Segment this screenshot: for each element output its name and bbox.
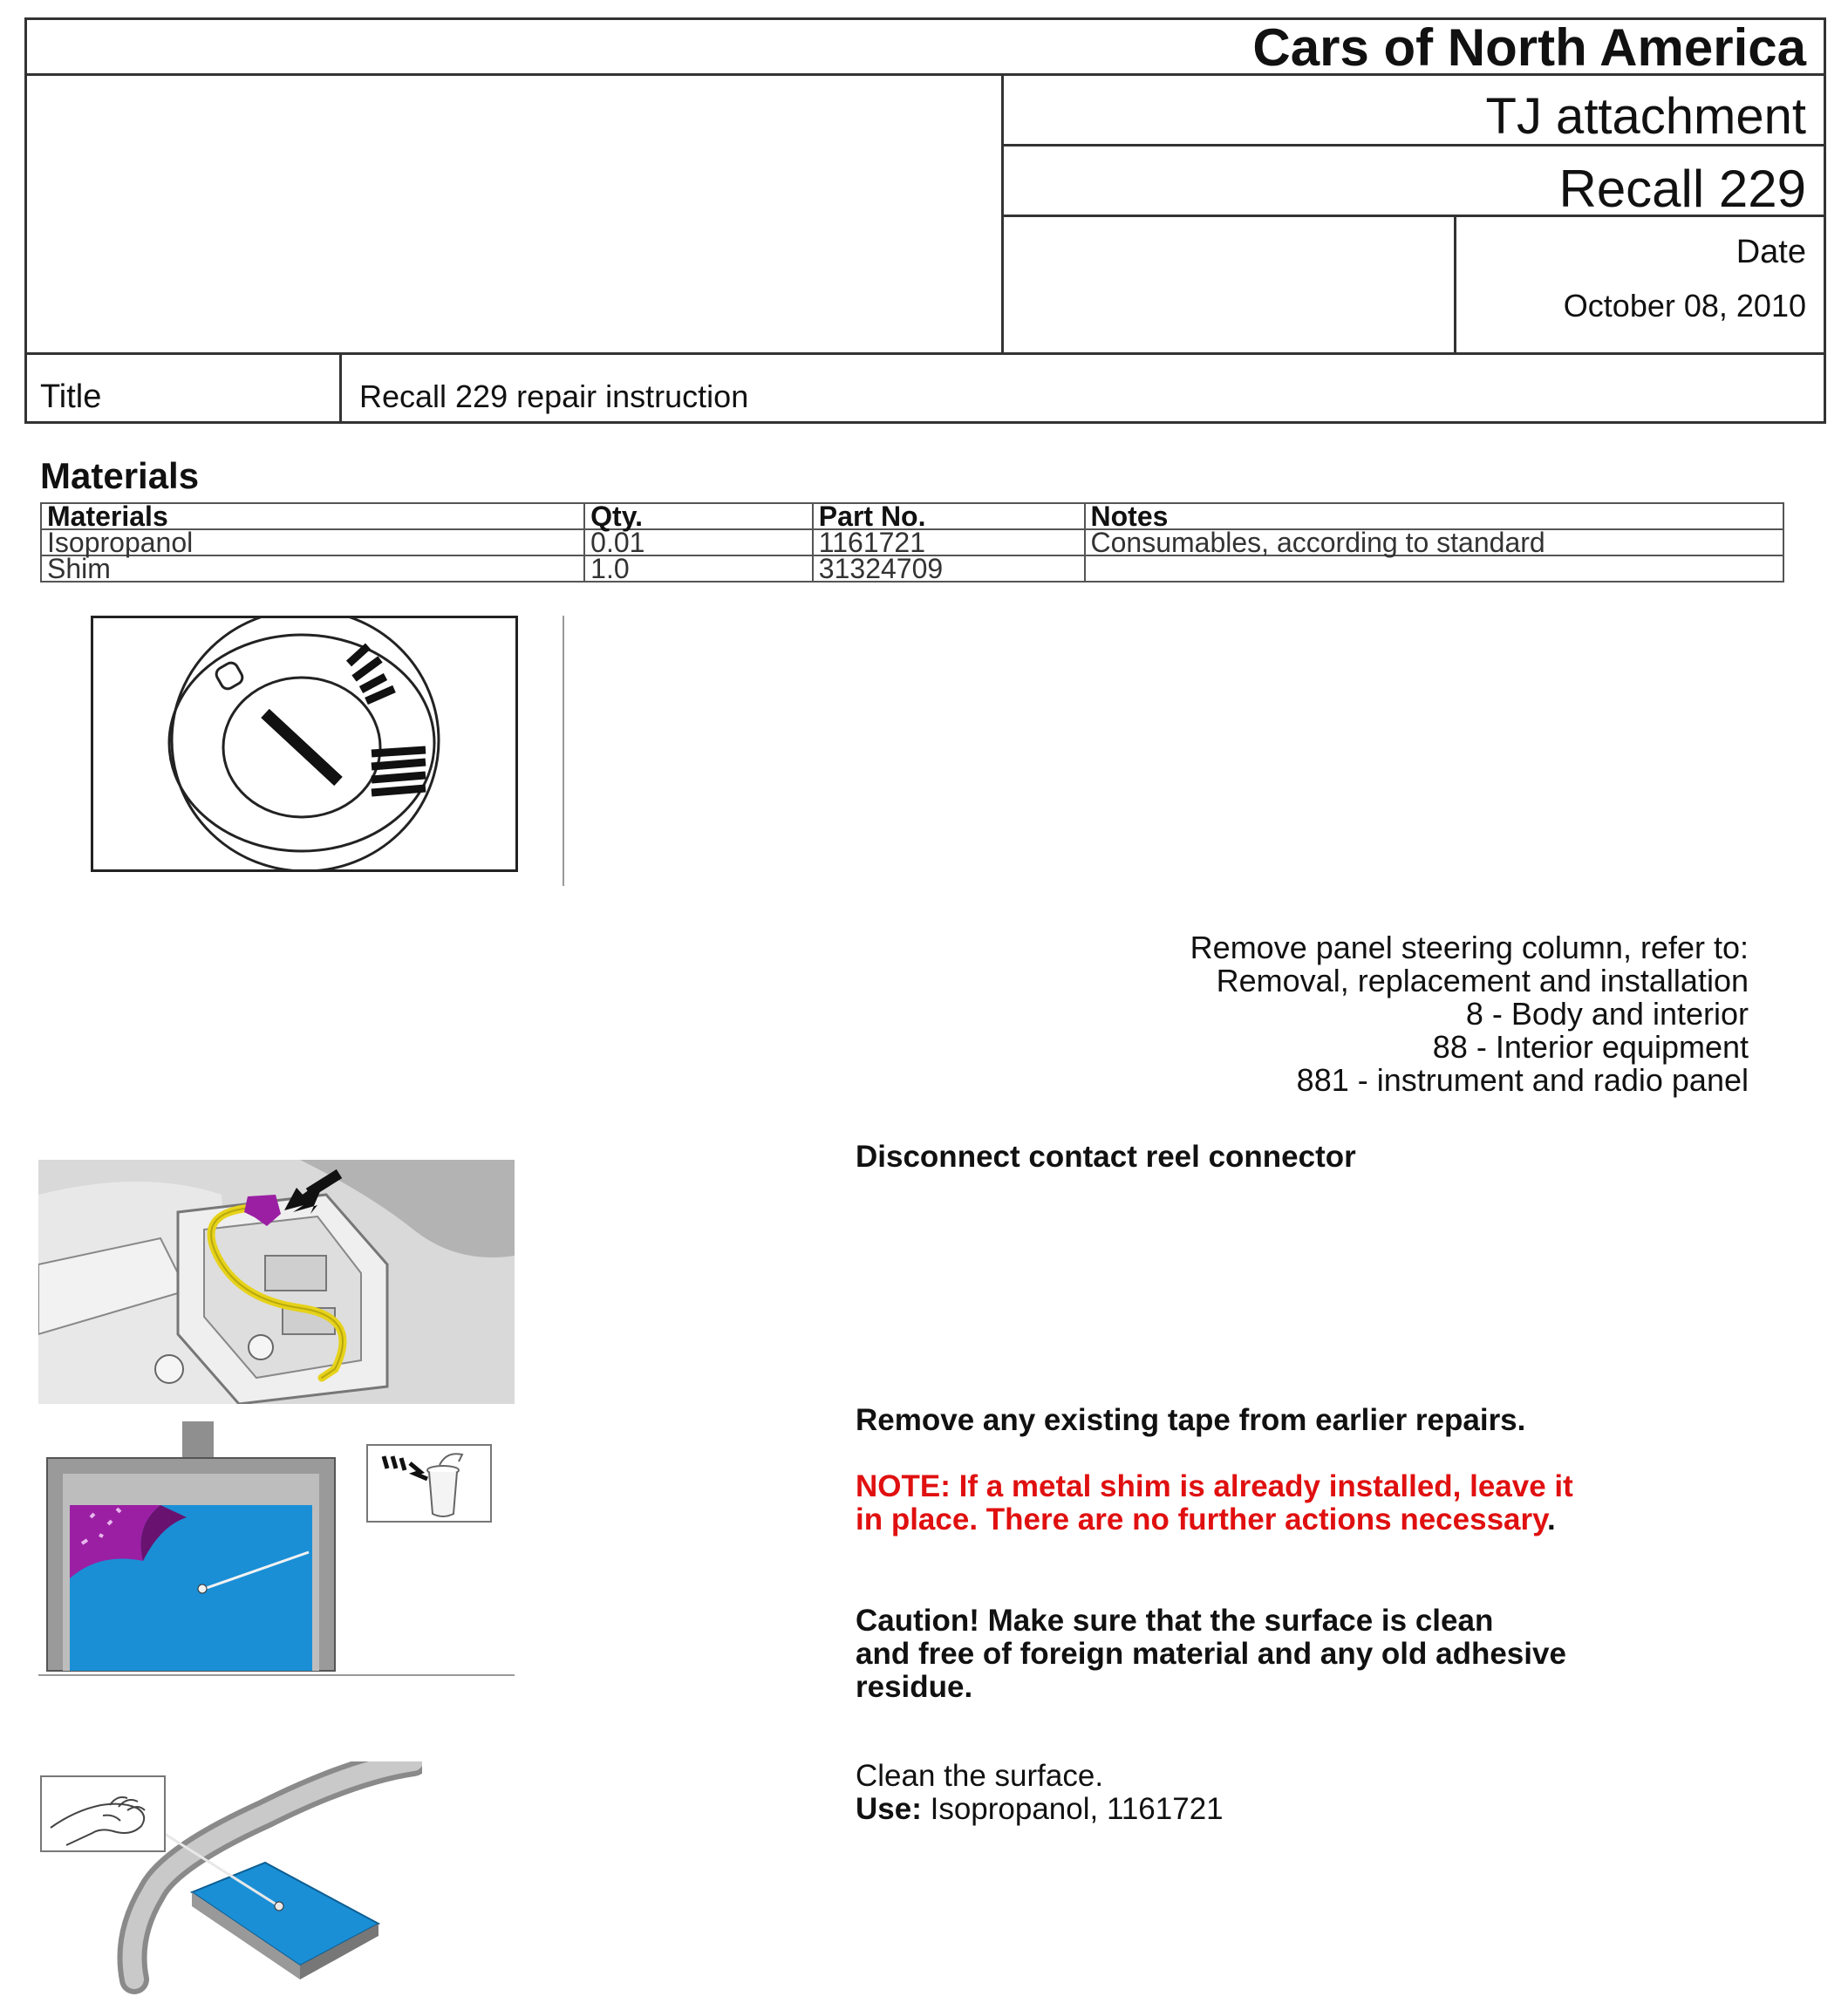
table-row: [41, 555, 1783, 582]
column-header: Qty.: [584, 503, 813, 529]
header-vdivider: [1454, 215, 1456, 355]
title-vdivider: [339, 352, 342, 424]
note-line: NOTE: If a metal shim is already installed, leave it: [856, 1469, 1573, 1503]
note-warning: [856, 1470, 1573, 1536]
clean-line: Clean the surface.: [856, 1759, 1104, 1793]
table-cell: Shim: [41, 555, 584, 582]
materials-table: [40, 502, 1784, 583]
reference-line: 8 - Body and interior: [1465, 996, 1749, 1032]
column-divider: [563, 616, 564, 886]
recall-number: Recall 229: [1558, 160, 1806, 218]
materials-heading: Materials: [40, 455, 200, 496]
reference-line: Remove panel steering column, refer to:: [1190, 930, 1749, 965]
caution-text: [856, 1605, 1566, 1704]
column-header: Part No.: [813, 503, 1085, 529]
ignition-switch-diagram: [91, 616, 518, 872]
document-type: TJ attachment: [1485, 88, 1806, 145]
note-period: .: [1547, 1502, 1556, 1536]
note-line: in place. There are no further actions necessary: [856, 1502, 1547, 1536]
reference-block: [1190, 931, 1749, 1097]
reference-line: 88 - Interior equipment: [1432, 1029, 1749, 1065]
column-header: Notes: [1085, 503, 1784, 529]
use-value: Isopropanol, 1161721: [921, 1792, 1224, 1826]
header-box: [24, 17, 1826, 424]
date-label: Date: [1735, 234, 1806, 270]
hand-icon: [40, 1775, 166, 1852]
table-cell: 31324709: [813, 555, 1085, 582]
table-header-row: [41, 503, 1783, 529]
table-cell: 0.01: [584, 529, 813, 555]
table-cell: [1085, 555, 1784, 582]
caution-line: residue.: [856, 1670, 973, 1704]
table-row: [41, 529, 1783, 555]
caution-line: and free of foreign material and any old adhesive: [856, 1637, 1566, 1671]
use-label: Use:: [856, 1792, 922, 1826]
date-value: October 08, 2010: [1563, 288, 1806, 324]
reference-line: Removal, replacement and installation: [1216, 963, 1749, 998]
title-value: Recall 229 repair instruction: [359, 378, 749, 414]
caution-line: Caution! Make sure that the surface is clean: [856, 1604, 1494, 1638]
step-remove-tape: Remove any existing tape from earlier repairs.: [856, 1403, 1526, 1437]
table-cell: 1161721: [813, 529, 1085, 555]
steering-column-illustration: [38, 1160, 515, 1404]
column-header: Materials: [41, 503, 584, 529]
company-name: Cars of North America: [1252, 18, 1806, 77]
clean-instruction: [856, 1760, 1224, 1826]
table-cell: Consumables, according to standard: [1085, 529, 1784, 555]
trash-bin-icon: [366, 1444, 492, 1523]
step-disconnect: Disconnect contact reel connector: [856, 1140, 1356, 1174]
table-cell: Isopropanol: [41, 529, 584, 555]
title-label: Title: [40, 378, 102, 415]
header-divider: [24, 352, 1826, 355]
table-cell: 1.0: [584, 555, 813, 582]
reference-line: 881 - instrument and radio panel: [1296, 1062, 1749, 1098]
